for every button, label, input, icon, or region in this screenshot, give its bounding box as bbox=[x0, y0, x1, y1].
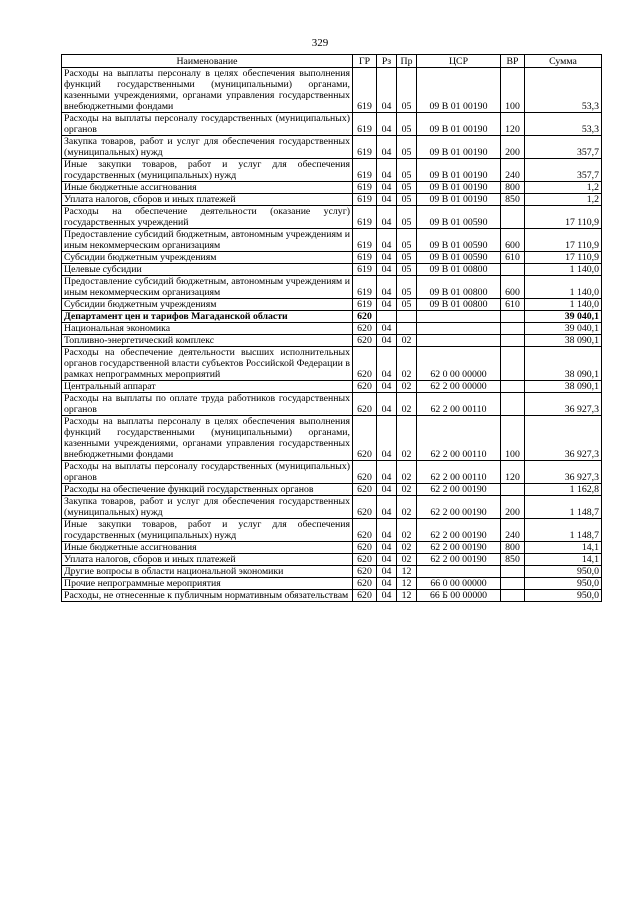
cell-vr bbox=[501, 323, 525, 335]
cell-name: Топливно-энергетический комплекс bbox=[62, 335, 353, 347]
cell-pr: 02 bbox=[397, 519, 417, 542]
cell-csr bbox=[417, 335, 501, 347]
cell-vr bbox=[501, 347, 525, 381]
cell-rz: 04 bbox=[377, 542, 397, 554]
table-body bbox=[62, 68, 602, 602]
cell-vr: 600 bbox=[501, 229, 525, 252]
cell-sum: 17 110,9 bbox=[525, 252, 602, 264]
cell-pr: 12 bbox=[397, 566, 417, 578]
cell-vr bbox=[501, 393, 525, 416]
table-row bbox=[62, 590, 602, 602]
cell-csr: 09 В 01 00800 bbox=[417, 276, 501, 299]
table-row bbox=[62, 323, 602, 335]
table-row bbox=[62, 276, 602, 299]
cell-name: Расходы на выплаты персоналу в целях обеспечения выполнения функций государственными (муниципальными) органами, казенными учреждениями, органами управления государственных внебюджетными фондами bbox=[62, 68, 353, 113]
table-row bbox=[62, 416, 602, 461]
cell-vr: 240 bbox=[501, 159, 525, 182]
page-number: 329 bbox=[311, 37, 329, 49]
table-row bbox=[62, 461, 602, 484]
table-row bbox=[62, 393, 602, 416]
cell-name: Иные закупки товаров, работ и услуг для обеспечения государственных (муниципальных) нужд bbox=[62, 519, 353, 542]
cell-pr: 12 bbox=[397, 590, 417, 602]
cell-name: Другие вопросы в области национальной экономики bbox=[62, 566, 353, 578]
cell-rz: 04 bbox=[377, 323, 397, 335]
table-row bbox=[62, 542, 602, 554]
cell-rz: 04 bbox=[377, 496, 397, 519]
table-row bbox=[62, 159, 602, 182]
cell-sum: 950,0 bbox=[525, 590, 602, 602]
cell-sum: 1 148,7 bbox=[525, 496, 602, 519]
cell-sum: 36 927,3 bbox=[525, 393, 602, 416]
cell-csr: 62 2 00 00190 bbox=[417, 542, 501, 554]
cell-sum: 1 140,0 bbox=[525, 299, 602, 311]
header-vr: ВР bbox=[501, 55, 525, 68]
cell-rz: 04 bbox=[377, 159, 397, 182]
cell-rz: 04 bbox=[377, 68, 397, 113]
table-row bbox=[62, 194, 602, 206]
cell-gr: 620 bbox=[353, 566, 377, 578]
cell-vr: 800 bbox=[501, 542, 525, 554]
table-row bbox=[62, 519, 602, 542]
cell-gr: 620 bbox=[353, 461, 377, 484]
cell-csr: 62 0 00 00000 bbox=[417, 347, 501, 381]
cell-rz: 04 bbox=[377, 113, 397, 136]
cell-name: Расходы, не отнесенные к публичным нормативным обязательствам bbox=[62, 590, 353, 602]
cell-csr: 09 В 01 00590 bbox=[417, 206, 501, 229]
table-row bbox=[62, 335, 602, 347]
cell-gr: 619 bbox=[353, 159, 377, 182]
cell-rz: 04 bbox=[377, 136, 397, 159]
cell-gr: 619 bbox=[353, 264, 377, 276]
cell-pr: 05 bbox=[397, 206, 417, 229]
table-row bbox=[62, 206, 602, 229]
cell-pr: 05 bbox=[397, 299, 417, 311]
cell-pr: 02 bbox=[397, 416, 417, 461]
cell-rz: 04 bbox=[377, 554, 397, 566]
cell-vr bbox=[501, 484, 525, 496]
cell-gr: 620 bbox=[353, 519, 377, 542]
cell-pr: 05 bbox=[397, 276, 417, 299]
cell-sum: 1 148,7 bbox=[525, 519, 602, 542]
cell-rz: 04 bbox=[377, 566, 397, 578]
cell-rz: 04 bbox=[377, 335, 397, 347]
cell-pr: 05 bbox=[397, 252, 417, 264]
cell-pr: 05 bbox=[397, 68, 417, 113]
table-row bbox=[62, 299, 602, 311]
cell-name: Расходы на выплаты персоналу государственных (муниципальных) органов bbox=[62, 113, 353, 136]
cell-csr: 09 В 01 00590 bbox=[417, 252, 501, 264]
cell-csr: 66 Б 00 00000 bbox=[417, 590, 501, 602]
cell-pr: 02 bbox=[397, 393, 417, 416]
cell-sum: 950,0 bbox=[525, 566, 602, 578]
cell-rz: 04 bbox=[377, 182, 397, 194]
cell-sum: 38 090,1 bbox=[525, 335, 602, 347]
cell-pr bbox=[397, 311, 417, 323]
cell-csr: 62 2 00 00190 bbox=[417, 496, 501, 519]
cell-name: Субсидии бюджетным учреждениям bbox=[62, 299, 353, 311]
cell-gr: 620 bbox=[353, 542, 377, 554]
cell-csr: 09 В 01 00800 bbox=[417, 264, 501, 276]
cell-pr: 02 bbox=[397, 554, 417, 566]
cell-pr: 02 bbox=[397, 381, 417, 393]
cell-gr: 620 bbox=[353, 323, 377, 335]
cell-csr: 62 2 00 00190 bbox=[417, 554, 501, 566]
table-row bbox=[62, 182, 602, 194]
cell-gr: 619 bbox=[353, 182, 377, 194]
cell-vr bbox=[501, 311, 525, 323]
cell-name: Закупка товаров, работ и услуг для обеспечения государственных (муниципальных) нужд bbox=[62, 136, 353, 159]
cell-pr: 02 bbox=[397, 335, 417, 347]
cell-name: Департамент цен и тарифов Магаданской области bbox=[62, 311, 353, 323]
cell-csr: 09 В 01 00190 bbox=[417, 194, 501, 206]
table-row bbox=[62, 252, 602, 264]
cell-csr: 09 В 01 00190 bbox=[417, 159, 501, 182]
cell-vr bbox=[501, 206, 525, 229]
cell-sum: 1,2 bbox=[525, 194, 602, 206]
cell-csr: 09 В 01 00800 bbox=[417, 299, 501, 311]
cell-pr: 02 bbox=[397, 347, 417, 381]
header-gr: ГР bbox=[353, 55, 377, 68]
cell-pr: 05 bbox=[397, 194, 417, 206]
cell-gr: 619 bbox=[353, 229, 377, 252]
cell-pr: 05 bbox=[397, 264, 417, 276]
cell-vr bbox=[501, 590, 525, 602]
table-row bbox=[62, 496, 602, 519]
cell-gr: 620 bbox=[353, 416, 377, 461]
cell-csr: 62 2 00 00190 bbox=[417, 484, 501, 496]
cell-sum: 36 927,3 bbox=[525, 416, 602, 461]
cell-name: Центральный аппарат bbox=[62, 381, 353, 393]
cell-rz: 04 bbox=[377, 416, 397, 461]
cell-rz: 04 bbox=[377, 229, 397, 252]
table-row bbox=[62, 554, 602, 566]
cell-rz: 04 bbox=[377, 194, 397, 206]
cell-csr: 66 0 00 00000 bbox=[417, 578, 501, 590]
cell-pr bbox=[397, 323, 417, 335]
cell-vr bbox=[501, 381, 525, 393]
cell-gr: 620 bbox=[353, 496, 377, 519]
cell-vr bbox=[501, 335, 525, 347]
cell-sum: 357,7 bbox=[525, 136, 602, 159]
cell-rz: 04 bbox=[377, 276, 397, 299]
cell-vr: 610 bbox=[501, 299, 525, 311]
cell-name: Расходы на обеспечение деятельности (оказание услуг) государственных учреждений bbox=[62, 206, 353, 229]
cell-pr: 05 bbox=[397, 159, 417, 182]
cell-gr: 620 bbox=[353, 347, 377, 381]
table-row bbox=[62, 136, 602, 159]
cell-pr: 05 bbox=[397, 113, 417, 136]
cell-rz: 04 bbox=[377, 590, 397, 602]
cell-sum: 53,3 bbox=[525, 68, 602, 113]
cell-name: Иные бюджетные ассигнования bbox=[62, 182, 353, 194]
cell-sum: 17 110,9 bbox=[525, 206, 602, 229]
cell-csr: 62 2 00 00110 bbox=[417, 461, 501, 484]
cell-vr: 200 bbox=[501, 136, 525, 159]
header-name: Наименование bbox=[62, 55, 353, 68]
cell-rz: 04 bbox=[377, 484, 397, 496]
cell-gr: 619 bbox=[353, 194, 377, 206]
cell-gr: 619 bbox=[353, 113, 377, 136]
cell-gr: 619 bbox=[353, 136, 377, 159]
cell-sum: 1 140,0 bbox=[525, 276, 602, 299]
cell-csr: 09 В 01 00190 bbox=[417, 68, 501, 113]
cell-pr: 02 bbox=[397, 542, 417, 554]
cell-sum: 1 140,0 bbox=[525, 264, 602, 276]
cell-name: Закупка товаров, работ и услуг для обеспечения государственных (муниципальных) нужд bbox=[62, 496, 353, 519]
cell-name: Уплата налогов, сборов и иных платежей bbox=[62, 554, 353, 566]
cell-csr: 09 В 01 00190 bbox=[417, 182, 501, 194]
cell-csr bbox=[417, 311, 501, 323]
cell-name: Прочие непрограммные мероприятия bbox=[62, 578, 353, 590]
cell-csr: 09 В 01 00590 bbox=[417, 229, 501, 252]
cell-pr: 02 bbox=[397, 461, 417, 484]
table-row bbox=[62, 264, 602, 276]
cell-gr: 619 bbox=[353, 299, 377, 311]
cell-vr bbox=[501, 264, 525, 276]
cell-vr: 100 bbox=[501, 68, 525, 113]
cell-name: Расходы на выплаты персоналу государственных (муниципальных) органов bbox=[62, 461, 353, 484]
table-row bbox=[62, 68, 602, 113]
cell-name: Расходы на обеспечение деятельности высших исполнительных органов государственной власти субъектов Российской Федерации в рамках непрограммных мероприятий bbox=[62, 347, 353, 381]
cell-rz: 04 bbox=[377, 347, 397, 381]
cell-csr: 62 2 00 00110 bbox=[417, 416, 501, 461]
cell-rz: 04 bbox=[377, 206, 397, 229]
cell-vr: 120 bbox=[501, 461, 525, 484]
cell-csr: 09 В 01 00190 bbox=[417, 136, 501, 159]
cell-name: Уплата налогов, сборов и иных платежей bbox=[62, 194, 353, 206]
cell-gr: 620 bbox=[353, 590, 377, 602]
cell-name: Целевые субсидии bbox=[62, 264, 353, 276]
cell-name: Расходы на обеспечение функций государственных органов bbox=[62, 484, 353, 496]
cell-sum: 39 040,1 bbox=[525, 323, 602, 335]
table-row bbox=[62, 381, 602, 393]
header-csr: ЦСР bbox=[417, 55, 501, 68]
cell-gr: 620 bbox=[353, 381, 377, 393]
cell-pr: 05 bbox=[397, 182, 417, 194]
cell-sum: 950,0 bbox=[525, 578, 602, 590]
table-row bbox=[62, 484, 602, 496]
table-row bbox=[62, 229, 602, 252]
cell-rz: 04 bbox=[377, 393, 397, 416]
cell-name: Национальная экономика bbox=[62, 323, 353, 335]
header-rz: Рз bbox=[377, 55, 397, 68]
header-sum: Сумма bbox=[525, 55, 602, 68]
cell-pr: 02 bbox=[397, 496, 417, 519]
cell-name: Предоставление субсидий бюджетным, автономным учреждениям и иным некоммерческим организациям bbox=[62, 229, 353, 252]
cell-name: Иные закупки товаров, работ и услуг для обеспечения государственных (муниципальных) нужд bbox=[62, 159, 353, 182]
cell-csr: 62 2 00 00110 bbox=[417, 393, 501, 416]
cell-sum: 17 110,9 bbox=[525, 229, 602, 252]
cell-pr: 05 bbox=[397, 229, 417, 252]
cell-rz: 04 bbox=[377, 264, 397, 276]
table-row bbox=[62, 566, 602, 578]
cell-csr: 62 2 00 00000 bbox=[417, 381, 501, 393]
table-header-row bbox=[62, 55, 602, 68]
table-row bbox=[62, 311, 602, 323]
cell-csr: 09 В 01 00190 bbox=[417, 113, 501, 136]
cell-csr: 62 2 00 00190 bbox=[417, 519, 501, 542]
cell-vr: 200 bbox=[501, 496, 525, 519]
cell-csr bbox=[417, 323, 501, 335]
cell-rz: 04 bbox=[377, 252, 397, 264]
cell-rz: 04 bbox=[377, 461, 397, 484]
cell-sum: 14,1 bbox=[525, 554, 602, 566]
cell-gr: 619 bbox=[353, 68, 377, 113]
cell-sum: 38 090,1 bbox=[525, 347, 602, 381]
cell-name: Предоставление субсидий бюджетным, автономным учреждениям и иным некоммерческим организациям bbox=[62, 276, 353, 299]
cell-sum: 53,3 bbox=[525, 113, 602, 136]
cell-gr: 619 bbox=[353, 252, 377, 264]
cell-name: Иные бюджетные ассигнования bbox=[62, 542, 353, 554]
cell-gr: 620 bbox=[353, 554, 377, 566]
cell-vr: 610 bbox=[501, 252, 525, 264]
cell-vr: 100 bbox=[501, 416, 525, 461]
table-row bbox=[62, 578, 602, 590]
budget-table bbox=[61, 54, 602, 602]
cell-pr: 05 bbox=[397, 136, 417, 159]
cell-vr bbox=[501, 578, 525, 590]
cell-rz: 04 bbox=[377, 299, 397, 311]
cell-vr: 850 bbox=[501, 194, 525, 206]
cell-vr: 800 bbox=[501, 182, 525, 194]
cell-pr: 02 bbox=[397, 484, 417, 496]
cell-gr: 619 bbox=[353, 276, 377, 299]
cell-rz: 04 bbox=[377, 578, 397, 590]
cell-pr: 12 bbox=[397, 578, 417, 590]
cell-sum: 1 162,8 bbox=[525, 484, 602, 496]
cell-gr: 619 bbox=[353, 206, 377, 229]
cell-gr: 620 bbox=[353, 484, 377, 496]
cell-vr: 240 bbox=[501, 519, 525, 542]
cell-rz: 04 bbox=[377, 381, 397, 393]
cell-csr bbox=[417, 566, 501, 578]
cell-name: Расходы на выплаты персоналу в целях обеспечения выполнения функций государственными (муниципальными) органами, казенными учреждениями, органами управления государственных внебюджетными фондами bbox=[62, 416, 353, 461]
cell-vr bbox=[501, 566, 525, 578]
table-row bbox=[62, 347, 602, 381]
cell-gr: 620 bbox=[353, 578, 377, 590]
cell-sum: 1,2 bbox=[525, 182, 602, 194]
cell-vr: 120 bbox=[501, 113, 525, 136]
cell-name: Расходы на выплаты по оплате труда работников государственных органов bbox=[62, 393, 353, 416]
cell-rz: 04 bbox=[377, 519, 397, 542]
cell-vr: 600 bbox=[501, 276, 525, 299]
cell-sum: 36 927,3 bbox=[525, 461, 602, 484]
cell-sum: 38 090,1 bbox=[525, 381, 602, 393]
cell-sum: 39 040,1 bbox=[525, 311, 602, 323]
cell-gr: 620 bbox=[353, 335, 377, 347]
cell-gr: 620 bbox=[353, 393, 377, 416]
table-row bbox=[62, 113, 602, 136]
cell-rz bbox=[377, 311, 397, 323]
cell-sum: 357,7 bbox=[525, 159, 602, 182]
header-pr: Пр bbox=[397, 55, 417, 68]
cell-sum: 14,1 bbox=[525, 542, 602, 554]
cell-gr: 620 bbox=[353, 311, 377, 323]
cell-name: Субсидии бюджетным учреждениям bbox=[62, 252, 353, 264]
cell-vr: 850 bbox=[501, 554, 525, 566]
